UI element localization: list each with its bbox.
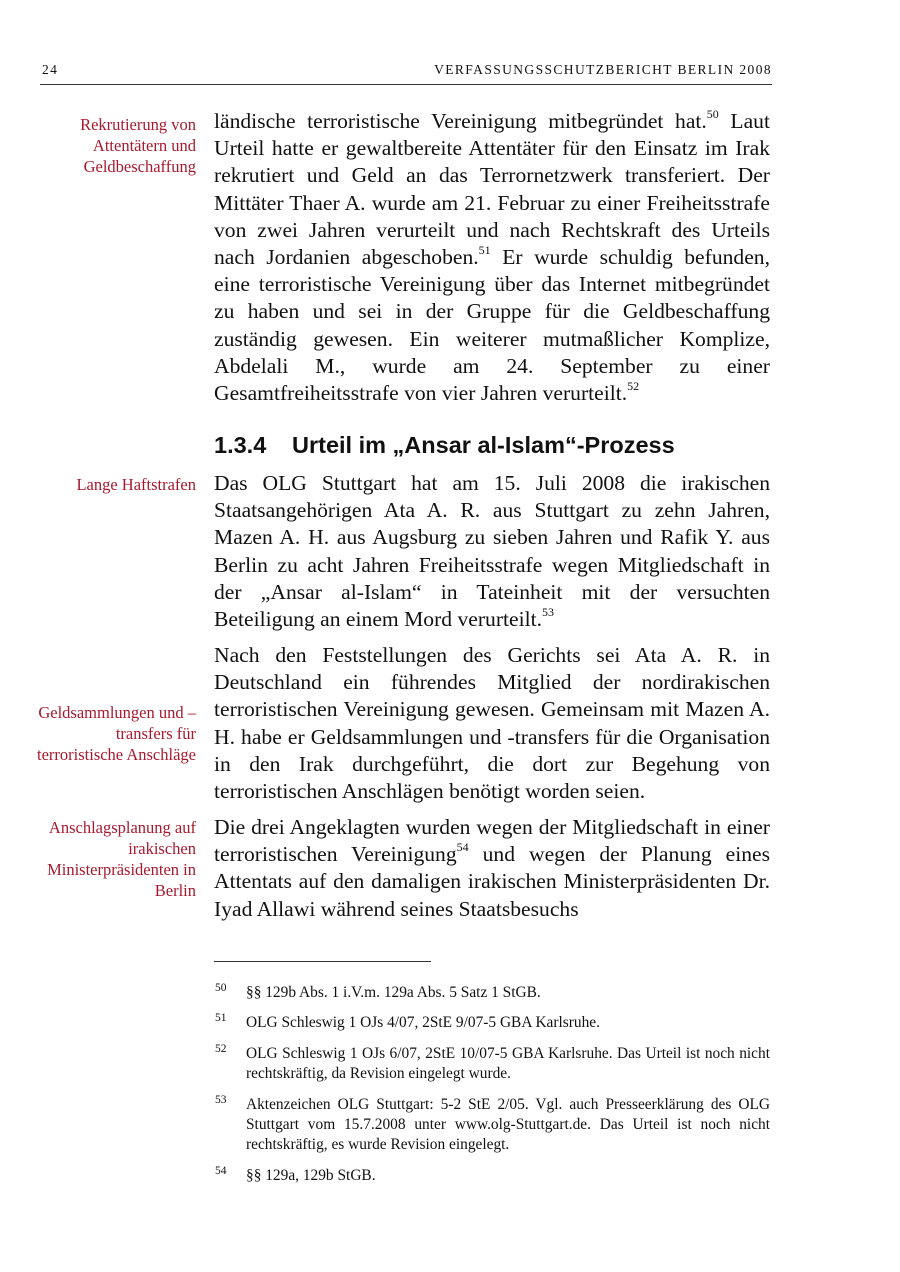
footnote-number: 52	[215, 1042, 227, 1055]
body-paragraph-3	[214, 642, 770, 805]
section-number: 1.3.4	[214, 432, 267, 458]
footnote-number: 54	[215, 1164, 227, 1177]
footnotes	[214, 983, 770, 1186]
footnote-separator	[214, 961, 431, 962]
section-title: Urteil im „Ansar al-Islam“-Prozess	[292, 432, 675, 458]
body-paragraph-2	[214, 470, 770, 633]
body-text: Nach den Feststellungen des Gerichts sei Ata A. R. in Deutschland ein führendes Mitglied der nordirakischen terroristischen Vereinigung gewesen. Gemeinsam mit Mazen A. H. habe er Geldsammlungen und -transfers für die Organisation in den Irak durchgeführt, die dort zur Begehung von terroristischen Anschlägen benötigt worden seien.	[214, 643, 770, 804]
section-heading	[214, 429, 770, 461]
footnote	[214, 1166, 770, 1186]
margin-note-haftstrafen: Lange Haftstrafen	[76, 475, 196, 494]
margin-note-rekrutierung: Rekrutierung von Attentätern und Geldbeschaffung	[80, 115, 196, 176]
footnote-ref: 52	[627, 378, 640, 393]
body-text: Er wurde schuldig befunden, eine terroristische Vereinigung über das Internet mitbegründet zu haben und sei in der Gruppe für die Geldbeschaffung zuständig gewesen. Ein weiterer mutmaßlicher Komplize, Abdelali M., wurde am 24. September zu einer Gesamtfreiheitsstrafe von vier Jahren verurteilt.	[214, 245, 770, 406]
footnote-number: 50	[215, 982, 227, 994]
footnote	[214, 1013, 770, 1033]
body-text: ländische terroristische Vereinigung mitbegründet hat.	[214, 109, 707, 133]
footnote-text: OLG Schleswig 1 OJs 4/07, 2StE 9/07-5 GBA Karlsruhe.	[246, 1014, 600, 1032]
body-paragraph-1	[214, 108, 770, 407]
footnote-text: §§ 129b Abs. 1 i.V.m. 129a Abs. 5 Satz 1 StGB.	[246, 984, 541, 1001]
footnote-ref: 50	[706, 106, 719, 121]
footnote-text: OLG Schleswig 1 OJs 6/07, 2StE 10/07-5 GBA Karlsruhe. Das Urteil ist noch nicht rechtskräftig, da Revision eingelegt wurde.	[246, 1044, 770, 1083]
footnote-number: 51	[215, 1012, 227, 1025]
footnote-text: §§ 129a, 129b StGB.	[246, 1166, 376, 1184]
body-text: Die drei Angeklagten wurden wegen der Mitgliedschaft in einer terroristischen Vereinigung	[214, 815, 770, 867]
body-text: Das OLG Stuttgart hat am 15. Juli 2008 die irakischen Staatsangehörigen Ata A. R. aus Stuttgart zu zehn Jahren, Mazen A. H. aus Augsburg zu sieben Jahren und Rafik Y. aus Berlin zu acht Jahren Freiheitsstrafe wegen Mitgliedschaft in der „Ansar al-Islam“ in Tateinheit mit der versuchten Beteiligung an einem Mord verurteilt.	[214, 471, 770, 632]
footnote-ref: 54	[456, 840, 469, 855]
footnote	[214, 1044, 770, 1085]
footnote-number: 53	[215, 1093, 227, 1106]
running-title: VERFASSUNGSSCHUTZBERICHT BERLIN 2008	[434, 62, 772, 77]
footnote	[214, 1095, 770, 1156]
running-header	[40, 62, 772, 85]
page-number: 24	[42, 62, 59, 77]
footnote-text: Aktenzeichen OLG Stuttgart: 5-2 StE 2/05. Vgl. auch Presseerklärung des OLG Stuttgart vom 15.7.2008 unter www.olg-Stuttgart.de. Das Urteil ist noch nicht rechtskräftig, es wurde Revision eingelegt.	[246, 1095, 770, 1154]
margin-note-anschlagsplanung: Anschlagsplanung auf irakischen Ministerpräsidenten in Berlin	[47, 818, 196, 900]
footnote-ref: 51	[478, 242, 491, 257]
body-paragraph-4	[214, 814, 770, 923]
footnote-ref: 53	[542, 604, 555, 619]
body-text: Laut Urteil hatte er gewaltbereite Attentäter für den Einsatz im Irak rekrutiert und Geld an das Terrornetzwerk transferiert. Der Mittäter Thaer A. wurde am 21. Februar zu einer Freiheitsstrafe von zwei Jahren verurteilt und nach Rechtskraft des Urteils nach Jordanien abgeschoben.	[214, 109, 770, 270]
body-text: und wegen der Planung eines Attentats auf den damaligen irakischen Ministerpräsidenten Dr. Iyad Allawi während seines Staatsbesuchs	[214, 842, 770, 921]
margin-note-geldsammlungen: Geldsammlungen und –transfers für terroristische Anschläge	[37, 703, 196, 764]
footnote	[214, 983, 770, 1003]
